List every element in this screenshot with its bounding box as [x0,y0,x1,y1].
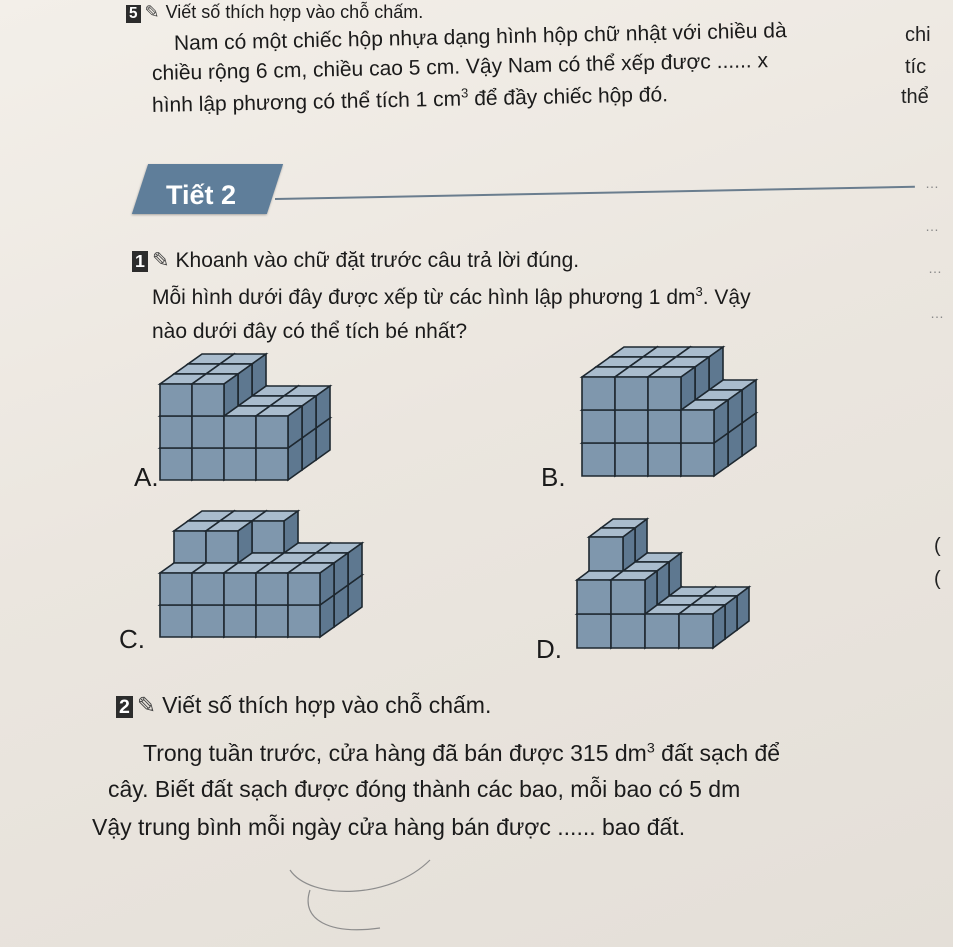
cube-front-face [288,605,320,637]
option-a-cube-figure[interactable] [150,360,340,490]
q1-line-1-end: . Vậy [702,286,751,309]
margin-fragment-3: thể [901,86,929,108]
q1-line-2: nào dưới đây có thể tích bé nhất? [152,320,468,343]
option-c-label[interactable]: C. [119,624,145,654]
q5-line-1: Nam có một chiếc hộp nhựa dạng hình hộp chữ nhật với chiều dà [173,19,787,55]
cube-front-face [615,410,648,443]
cube-front-face [224,416,256,448]
cube-front-face [224,448,256,480]
cube-front-face [252,521,284,553]
cube-front-face [192,605,224,637]
q1-unit-exponent: 3 [695,284,703,299]
dotted-line-1: … [925,175,939,191]
cube-front-face [615,377,648,410]
section-divider [275,186,915,200]
q1-line-1-text: Mỗi hình dưới đây được xếp từ các hình lập phương 1 dm [152,286,696,309]
cube-front-face [192,384,224,416]
q2-line-1 [143,740,780,767]
q2-unit-exponent: 3 [646,740,655,757]
cube-front-face [611,580,645,614]
dotted-line-2: … [925,218,939,234]
cube-front-face [256,448,288,480]
cube-front-face [224,573,256,605]
question-number-badge: 5 [126,5,141,23]
cube-front-face [192,573,224,605]
margin-fragment-2: tíc [905,56,927,78]
q1-heading [132,248,579,273]
cube-front-face [160,384,192,416]
pencil-icon: ✎ [136,692,157,718]
cube-front-face [288,573,320,605]
cube-front-face [582,410,615,443]
q1-line-1 [152,284,751,310]
q5-line-3 [152,81,669,118]
cube-front-face [648,377,681,410]
q5-line-3-text: hình lập phương có thể tích 1 cm [151,87,462,117]
cube-front-face [192,448,224,480]
cube-front-face [648,443,681,476]
q2-line-1-end: đất sạch để [654,740,781,766]
pencil-icon: ✎ [144,2,160,22]
q1-instruction: Khoanh vào chữ đặt trước câu trả lời đúng. [175,249,580,272]
cube-front-face [589,537,623,571]
option-b-label[interactable]: B. [541,462,566,492]
cube-front-face [160,605,192,637]
option-a-label[interactable]: A. [134,462,159,492]
q2-heading [116,692,491,719]
question-number-badge: 2 [116,696,133,718]
q5-line-2 [152,49,768,86]
cube-front-face [582,377,615,410]
q5-heading [126,2,423,23]
cube-front-face [256,573,288,605]
cube-front-face [577,614,611,648]
cube-front-face [160,416,192,448]
margin-fragment-4: ( [934,535,941,557]
q5-line-3-end: để đầy chiếc hộp đó. [468,83,669,111]
cube-front-face [192,416,224,448]
q2-line-2: cây. Biết đất sạch được đóng thành các bao, mỗi bao có 5 dm [108,776,741,802]
cube-front-face [648,410,681,443]
option-d-cube-figure[interactable] [565,520,745,660]
cube-front-face [206,531,238,563]
option-b-cube-figure[interactable] [570,348,780,488]
q5-unit-exponent: 3 [460,85,469,101]
question-number-badge: 1 [132,251,148,272]
pencil-icon: ✎ [151,249,170,272]
margin-fragment-5: ( [934,568,941,590]
q5-line-2-text: chiều rộng 6 cm, chiều cao 5 cm. Vậy Nam có thể xếp được ...... [151,49,752,85]
section-title: Tiết 2 [166,180,237,210]
q2-instruction: Viết số thích hợp vào chỗ chấm. [162,692,492,718]
q2-line-3: Vậy trung bình mỗi ngày cửa hàng bán được ...... bao đất. [92,814,686,840]
cube-front-face [582,443,615,476]
cube-front-face [679,614,713,648]
q2-line-1-text: Trong tuần trước, cửa hàng đã bán được 315 dm [143,740,647,766]
cube-front-face [611,614,645,648]
cube-front-face [681,443,714,476]
cube-front-face [160,448,192,480]
cube-front-face [160,573,192,605]
cube-front-face [577,580,611,614]
dotted-line-4: … [930,305,944,321]
cube-front-face [224,605,256,637]
option-d-label[interactable]: D. [536,634,562,664]
cube-front-face [615,443,648,476]
dotted-line-3: … [928,260,942,276]
option-c-cube-figure[interactable] [150,505,370,645]
cube-front-face [256,416,288,448]
cube-front-face [681,410,714,443]
margin-fragment-1: chi [905,24,931,46]
q5-line-2-tail: x [757,49,769,73]
cube-front-face [174,531,206,563]
cube-front-face [256,605,288,637]
cube-front-face [645,614,679,648]
pencil-scribble [270,830,470,940]
q5-instruction: Viết số thích hợp vào chỗ chấm. [165,2,424,22]
